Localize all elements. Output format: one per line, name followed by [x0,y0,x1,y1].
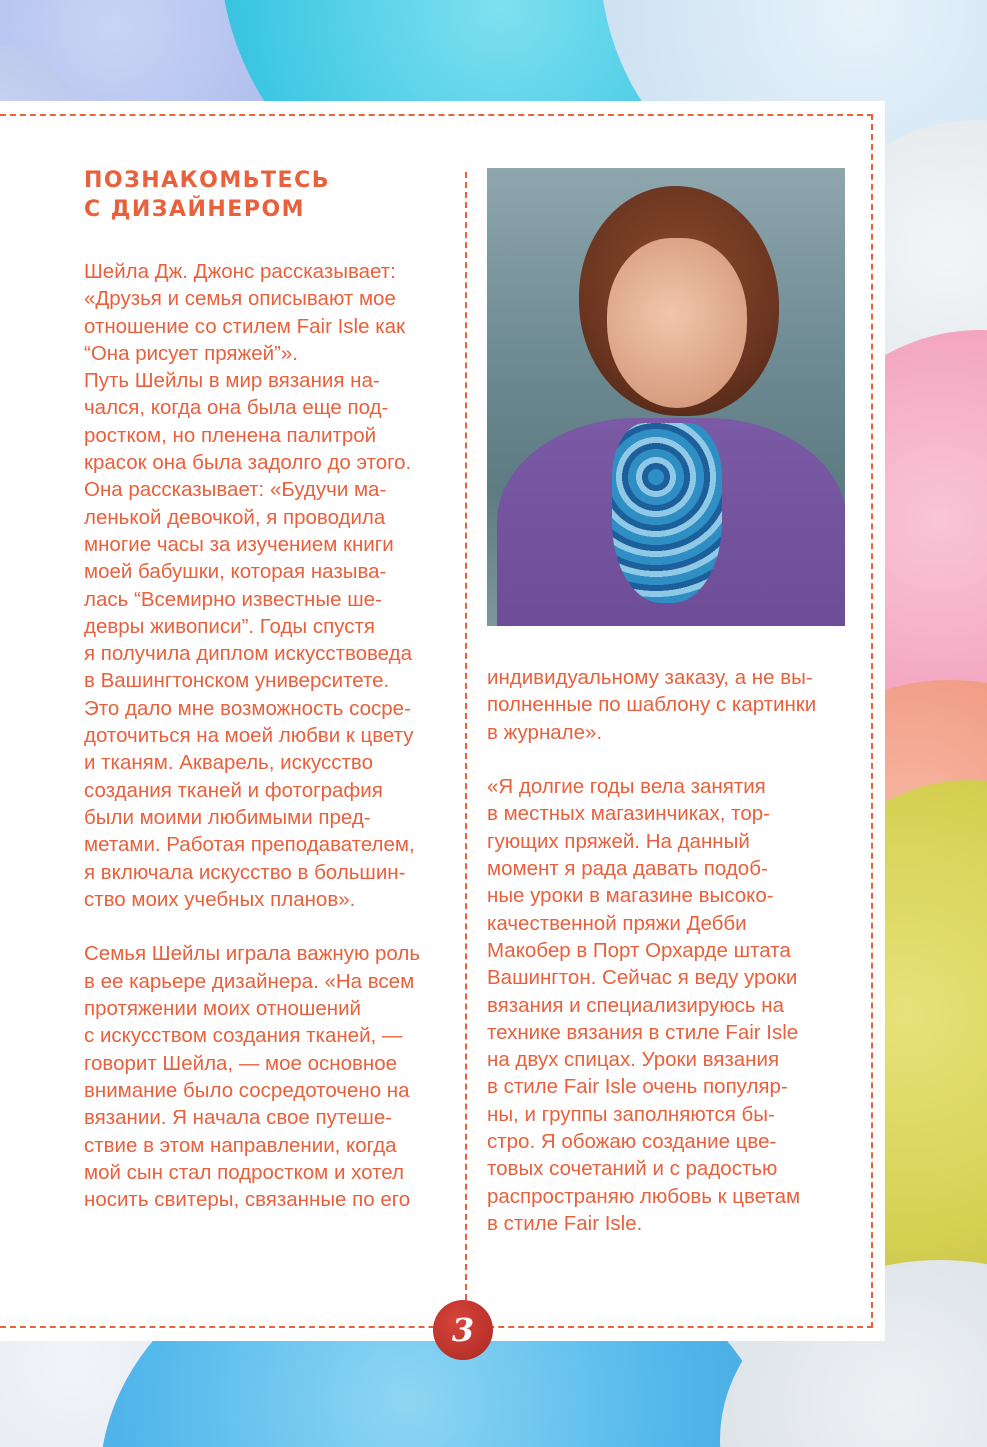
text-line: моей бабушки, которая называ- [84,560,387,584]
text-line: Семья Шейлы играла важную роль [84,942,421,966]
right-column-text [487,664,816,1237]
text-line: доточиться на моей любви к цвету [84,724,414,748]
text-line: многие часы за изучением книги [84,532,394,556]
text-line: мой сын стал подростком и хотел [84,1160,404,1184]
text-line: гующих пряжей. На данный [487,829,750,853]
text-line: Это дало мне возможность сосре- [84,696,411,720]
text-line: момент я рада давать подоб- [487,857,768,881]
text-line: индивидуальному заказу, а не вы- [487,666,813,689]
text-line: в стиле Fair Isle очень популяр- [487,1075,788,1099]
left-column-text [84,258,420,1213]
text-line: красок она была задолго до этого. [84,451,412,475]
title-line-1: ПОЗНАКОМЬТЕСЬ [84,168,330,193]
text-line: вязании. Я начала свое путеше- [84,1106,393,1130]
text-line: ство моих учебных планов». [84,887,356,911]
text-line: носить свитеры, связанные по его [84,1188,411,1212]
text-line: лась “Всемирно известные ше- [84,587,382,611]
text-line: я получила диплом искусствоведа [84,642,412,666]
text-line: распространяю любовь к цветам [487,1184,801,1208]
text-line: Вашингтон. Сейчас я веду уроки [487,966,798,990]
page-number: 3 [451,1311,475,1349]
text-line: протяжении моих отношений [84,997,362,1021]
text-line: метами. Работая преподавателем, [84,833,415,857]
text-line: вязания и специализируюсь на [487,993,785,1017]
text-line: ные уроки в магазине высоко- [487,884,774,908]
text-line: говорит Шейла, — мое основное [84,1051,397,1075]
text-line: внимание было сосредоточено на [84,1078,410,1102]
text-line: создания тканей и фотография [84,778,383,802]
text-line: ны, и группы заполняются бы- [487,1102,775,1126]
text-line: Шейла Дж. Джонс рассказывает: [84,260,396,283]
text-line: «Я долгие годы вела занятия [487,775,766,799]
text-line: качественной пряжи Дебби [487,911,747,935]
text-line: в ее карьере дизайнера. «На всем [84,969,415,993]
text-line: девры живописи”. Годы спустя [84,614,375,638]
text-line: Макобер в Порт Орхарде штата [487,938,791,962]
designer-photo [487,168,845,626]
text-line: ленькой девочкой, я проводила [84,505,386,529]
text-line: отношение со стилем Fair Isle как [84,314,405,338]
text-line: технике вязания в стиле Fair Isle [487,1020,799,1044]
text-line [84,913,420,940]
text-line: я включала искусство в большин- [84,860,406,884]
text-line: были моими любимыми пред- [84,805,371,829]
text-line: ствие в этом направлении, когда [84,1133,397,1157]
text-line: в местных магазинчиках, тор- [487,802,770,826]
text-line: и тканям. Акварель, искусство [84,751,373,775]
page-number-badge [433,1300,493,1360]
page-title [84,166,330,224]
text-line: в стиле Fair Isle. [487,1211,643,1235]
text-line: стро. Я обожаю создание цве- [487,1130,777,1154]
title-line-2: С ДИЗАЙНЕРОМ [84,197,306,222]
text-line: на двух спицах. Уроки вязания [487,1048,780,1072]
text-line: «Друзья и семья описывают мое [84,287,396,311]
text-line: товых сочетаний и с радостью [487,1157,778,1181]
text-line: Путь Шейлы в мир вязания на- [84,369,380,393]
text-line: ростком, но пленена палитрой [84,423,377,447]
text-line: с искусством создания тканей, — [84,1024,403,1048]
text-line: чался, когда она была еще под- [84,396,389,420]
text-line: в Вашингтонском университете. [84,669,390,693]
text-line: полненные по шаблону с картинки [487,693,817,717]
column-divider [465,172,467,1300]
text-line: в журнале». [487,720,603,744]
text-line: Она рассказывает: «Будучи ма- [84,478,387,502]
text-line [487,746,816,773]
text-line: “Она рисует пряжей”». [84,341,298,365]
